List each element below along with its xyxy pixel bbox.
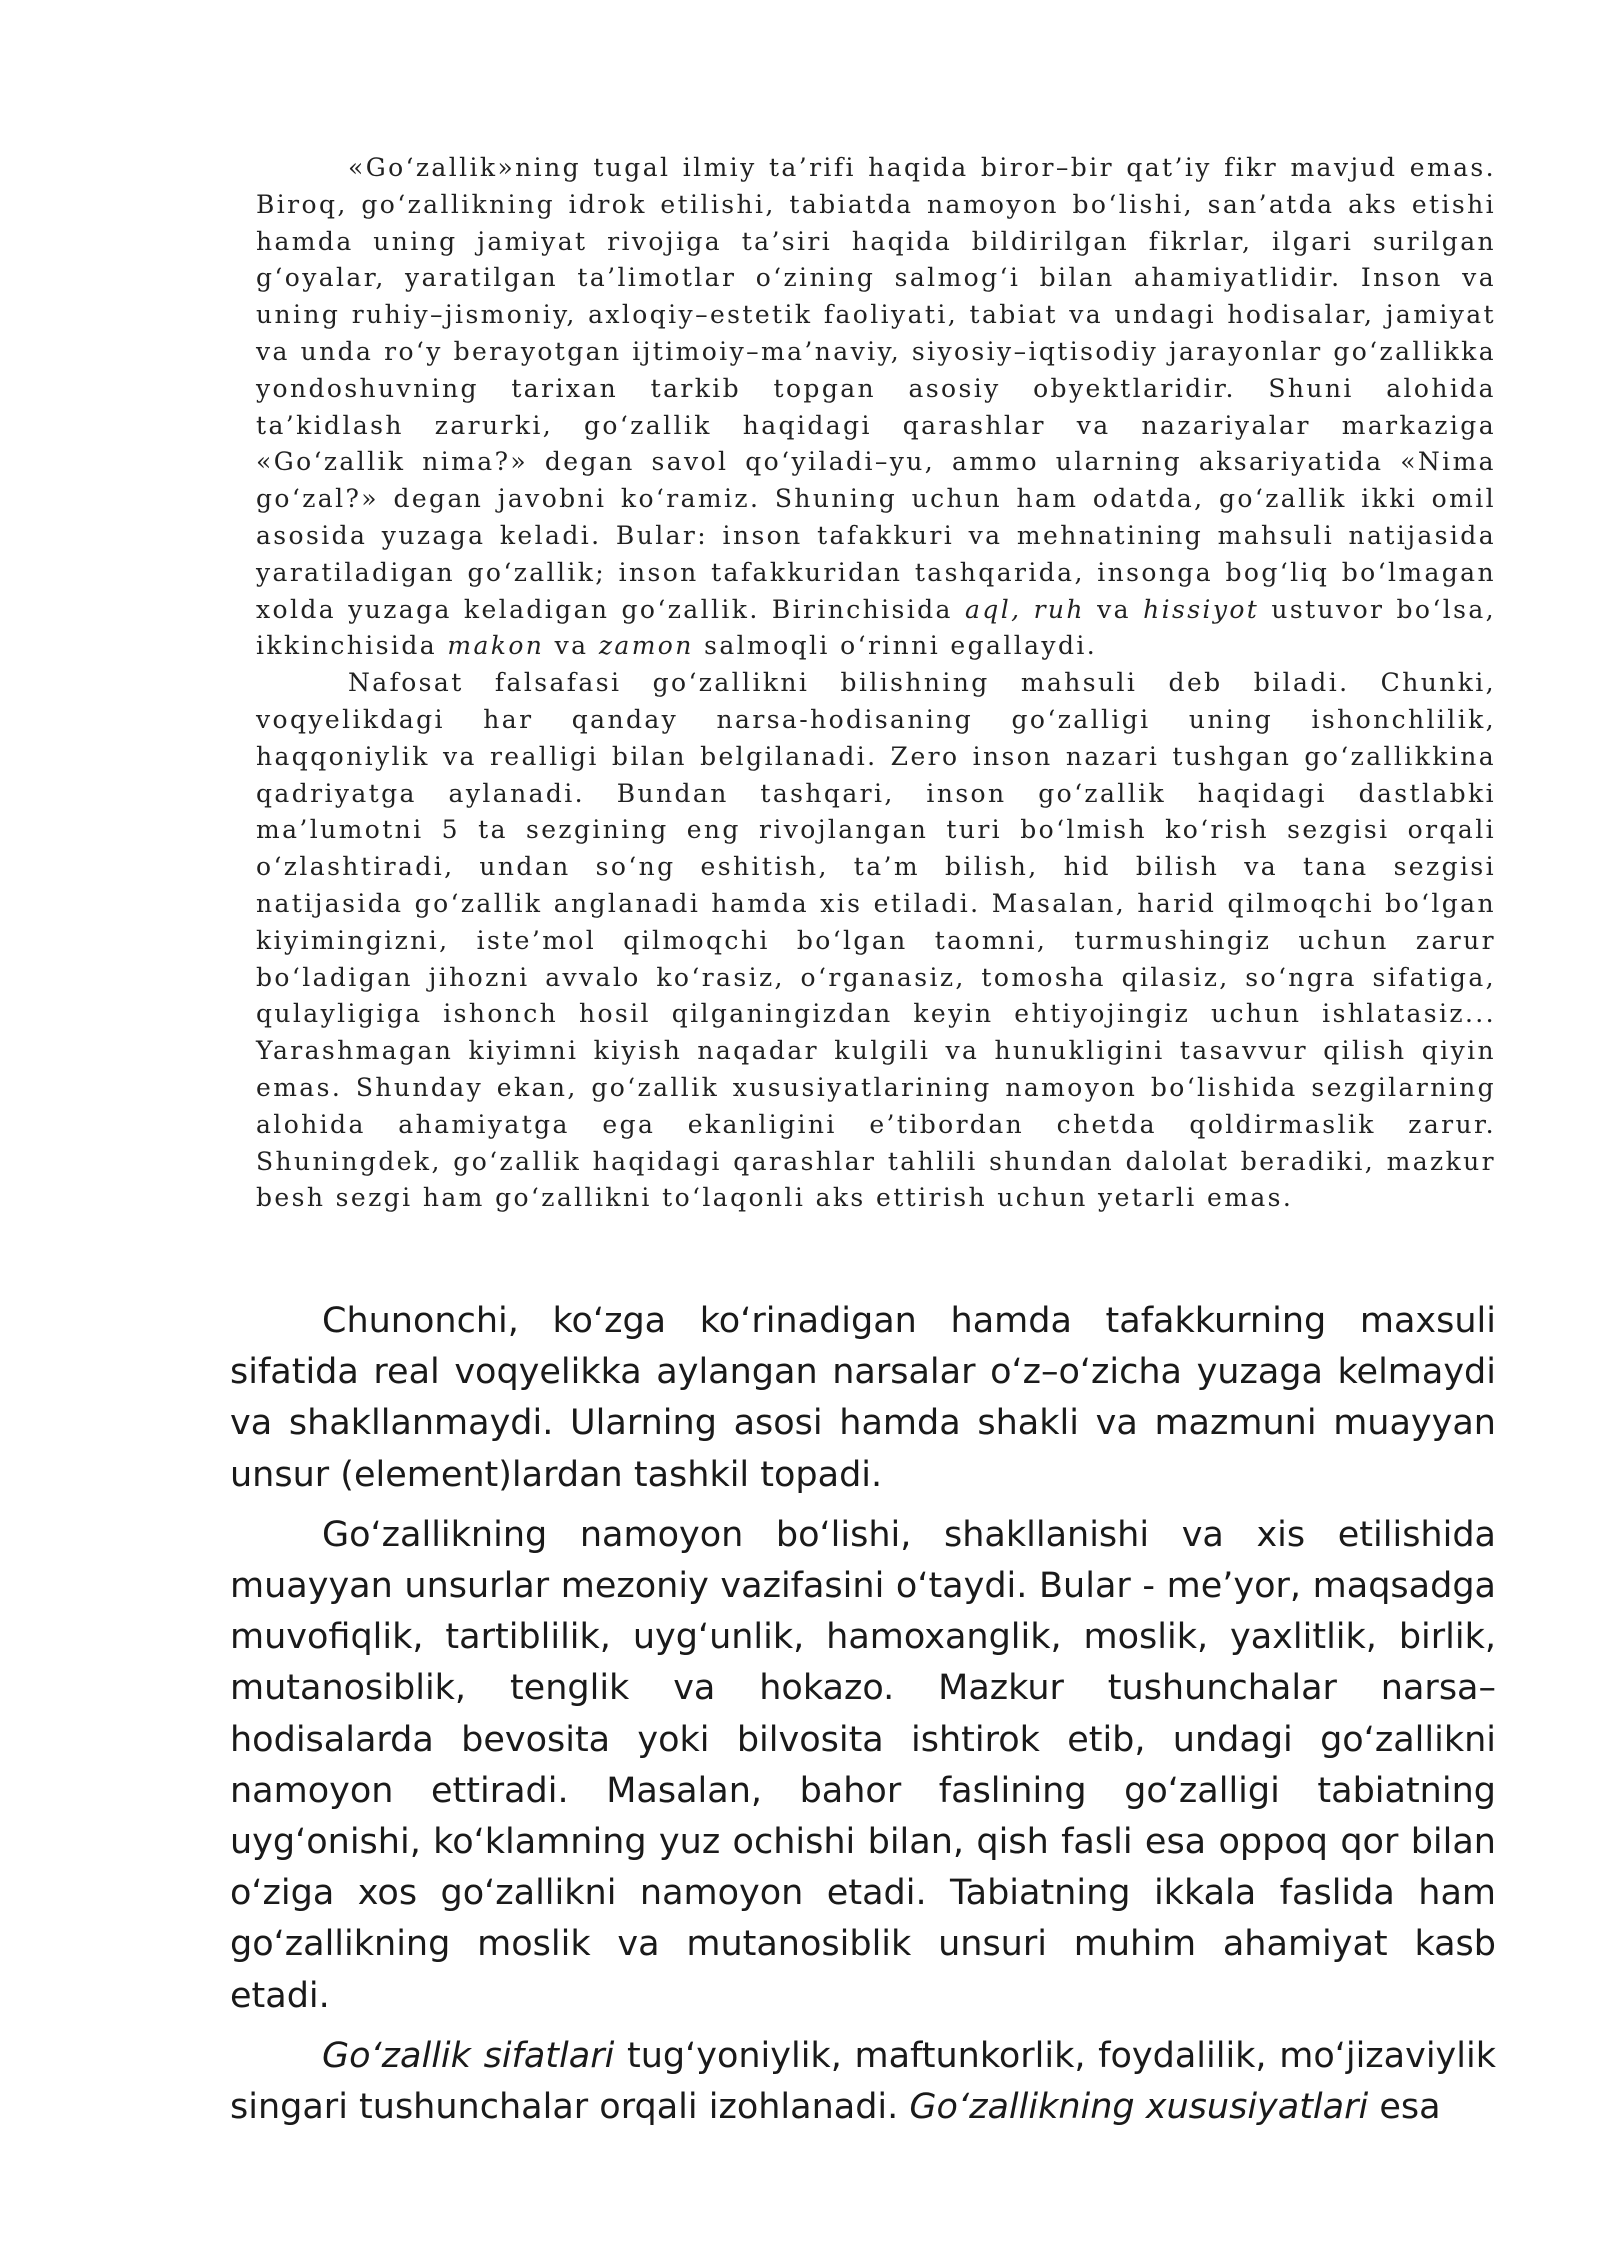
text-span: va	[544, 631, 599, 661]
italic-term: aql, ruh	[965, 594, 1085, 624]
italic-term: zamon	[598, 631, 694, 661]
serif-text-section	[256, 150, 1496, 1217]
paragraph-real-things: Chunonchi, koʻzga koʻrinadigan hamda tafakkurning maxsuli sifatida real voqyelikka aylangan narsalar oʻz–oʻzicha yuzaga kelmaydi va shakllanmaydi. Ularning asosi hamda shakli va mazmuni muayyan unsur (element)lardan tashkil topadi.	[230, 1301, 1496, 1495]
text-span: «Go‘zallik»ning tugal ilmiy ta’rifi haqida biror–bir qat’iy fikr mavjud emas. Biroq, go‘zallikning idrok etilishi, tabiatda namoyon bo‘lishi, san’atda aks etishi hamda uning jamiyat rivojiga ta’siri haqida bildirilgan fikrlar, ilgari surilgan g‘oyalar, yaratilgan ta’limotlar o‘zining salmog‘i bilan ahamiyatlidir. Inson va uning ruhiy–jismoniy, axloqiy–estetik faoliyati, tabiat va undagi hodisalar, jamiyat va unda ro‘y berayotgan ijtimoiy–ma’naviy, siyosiy–iqtisodiy jarayonlar go‘zallikka yondoshuvning tarixan tarkib topgan asosiy obyektlaridir. Shuni alohida ta’kidlash zarurki, go‘zallik haqidagi qarashlar va nazariyalar markaziga «Go‘zallik nima?» degan savol qo‘yiladi–yu, ammo ularning aksariyatida «Nima go‘zal?» degan javobni ko‘ramiz. Shuning uchun ham odatda, go‘zallik ikki omil asosida yuzaga keladi. Bular: inson tafakkuri va mehnatining mahsuli natijasida yaratiladigan go‘zallik; inson tafakkuridan tashqarida, insonga bog‘liq bo‘lmagan xolda yuzaga keladigan go‘zallik. Birinchisida	[256, 153, 1496, 624]
text-span: ustuvor bo‘lsa, ikkinchisida	[256, 594, 1497, 661]
paragraph-beauty-qualities	[230, 2031, 1496, 2133]
sans-text-section	[230, 1296, 1496, 2142]
paragraph-definition-of-beauty	[256, 150, 1496, 665]
text-span: esa	[1368, 2087, 1441, 2128]
italic-term: hissiyot	[1143, 594, 1260, 624]
paragraph-beauty-elements: Goʻzallikning namoyon boʻlishi, shakllanishi va xis etilishida muayyan unsurlar mezoniy vazifasini oʻtaydi. Bular - meʼyor, maqsadga muvofiqlik, tartiblilik, uygʻunlik, hamoxanglik, moslik, yaxlitlik, birlik, mutanosiblik, tenglik va hokazo. Mazkur tushunchalar narsa–hodisalarda bevosita yoki bilvosita ishtirok etib, undagi goʻzallikni namoyon ettiradi. Masalan, bahor faslining goʻzalligi tabiatning uygʻonishi, koʻklamning yuz ochishi bilan, qish fasli esa oppoq qor bilan oʻziga xos goʻzallikni namoyon etadi. Tabiatning ikkala faslida ham goʻzallikning moslik va mutanosiblik unsuri muhim ahamiyat kasb etadi.	[230, 1514, 1496, 2016]
paragraph-aesthetics-philosophy: Nafosat falsafasi go‘zallikni bilishning mahsuli deb biladi. Chunki, voqyelikdagi har qanday narsa-hodisaning go‘zalligi uning ishonchlilik, haqqoniylik va realligi bilan belgilanadi. Zero inson nazari tushgan go‘zallikkina qadriyatga aylanadi. Bundan tashqari, inson go‘zallik haqidagi dastlabki ma’lumotni 5 ta sezgining eng rivojlangan turi bo‘lmish ko‘rish sezgisi orqali o‘zlashtiradi, undan so‘ng eshitish, ta’m bilish, hid bilish va tana sezgisi natijasida go‘zallik anglanadi hamda xis etiladi. Masalan, harid qilmoqchi bo‘lgan kiyimingizni, iste’mol qilmoqchi bo‘lgan taomni, turmushingiz uchun zarur bo‘ladigan jihozni avvalo ko‘rasiz, o‘rganasiz, tomosha qilasiz, so‘ngra sifatiga, qulayligiga ishonch hosil qilganingizdan keyin ehtiyojingiz uchun ishlatasiz... Yarashmagan kiyimni kiyish naqadar kulgili va hunukligini tasavvur qilish qiyin emas. Shunday ekan, go‘zallik xususiyatlarining namoyon bo‘lishida sezgilarning alohida ahamiyatga ega ekanligini e’tibordan chetda qoldirmaslik zarur. Shuningdek, go‘zallik haqidagi qarashlar tahlili shundan dalolat beradiki, mazkur besh sezgi ham go‘zallikni to‘laqonli aks ettirish uchun yetarli emas.	[256, 668, 1496, 1213]
text-span: salmoqli o‘rinni egallaydi.	[693, 631, 1098, 661]
italic-term: Goʻzallik sifatlari	[322, 2035, 615, 2076]
italic-term: Goʻzallikning xususiyatlari	[909, 2087, 1369, 2128]
italic-term: makon	[447, 631, 545, 661]
text-span: tugʻyoniylik, maftunkorlik, foydalilik, moʻjizaviylik singari tushunchalar orqali izohlanadi.	[230, 2035, 1496, 2128]
text-span: va	[1084, 594, 1144, 624]
